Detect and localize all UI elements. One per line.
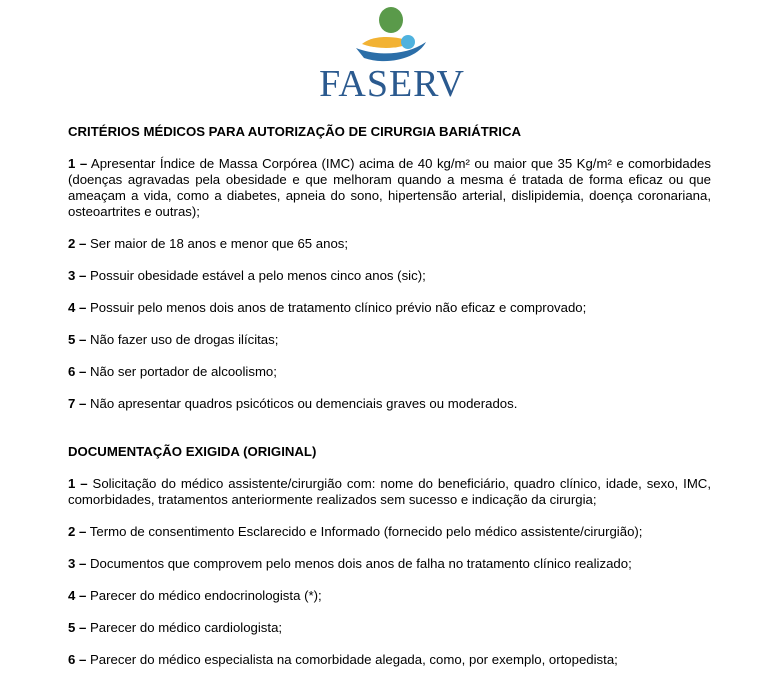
criteria-item-4: 4 – Possuir pelo menos dois anos de tratamento clínico prévio não eficaz e comprovado; (68, 300, 587, 315)
document-item-2: 2 – Termo de consentimento Esclarecido e Informado (fornecido pelo médico assistente/cirurgião); (68, 524, 643, 539)
criteria-item-3: 3 – Possuir obesidade estável a pelo menos cinco anos (sic); (68, 268, 426, 283)
criteria-item-1: 1 – Apresentar Índice de Massa Corpórea (IMC) acima de 40 kg/m² ou maior que 35 Kg/m² e comorbidades (doenças agravadas pela obesidade e que melhoram quando a mesma é tratada de forma eficaz ou que ameaçam a vida, como a diabetes, apneia do sono, hipertensão arterial, dislipidemia, doença coronariana, osteoartrites e outras); (68, 156, 711, 219)
criteria-item-7: 7 – Não apresentar quadros psicóticos ou demenciais graves ou moderados. (68, 396, 518, 411)
faserv-logo (318, 4, 466, 106)
section-heading: CRITÉRIOS MÉDICOS PARA AUTORIZAÇÃO DE CIRURGIA BARIÁTRICA (68, 124, 522, 139)
criteria-item-6: 6 – Não ser portador de alcoolismo; (68, 364, 277, 379)
document-item-6: 6 – Parecer do médico especialista na comorbidade alegada, como, por exemplo, ortopedista; (68, 652, 618, 667)
section-heading: DOCUMENTAÇÃO EXIGIDA (ORIGINAL) (68, 444, 317, 459)
logo-text: FASERV (319, 63, 465, 105)
criteria-item-2: 2 – Ser maior de 18 anos e menor que 65 anos; (68, 236, 349, 251)
criteria-item-5: 5 – Não fazer uso de drogas ilícitas; (68, 332, 279, 347)
document-body (68, 124, 711, 684)
document-item-1: 1 – Solicitação do médico assistente/cirurgião com: nome do beneficiário, quadro clínico, idade, sexo, IMC, comorbidades, tratamentos anteriormente realizados sem sucesso e indicação da cirurgia; (68, 476, 711, 507)
document-item-5: 5 – Parecer do médico cardiologista; (68, 620, 283, 635)
document-item-3: 3 – Documentos que comprovem pelo menos dois anos de falha no tratamento clínico realizado; (68, 556, 632, 571)
document-item-4: 4 – Parecer do médico endocrinologista (*); (68, 588, 322, 603)
